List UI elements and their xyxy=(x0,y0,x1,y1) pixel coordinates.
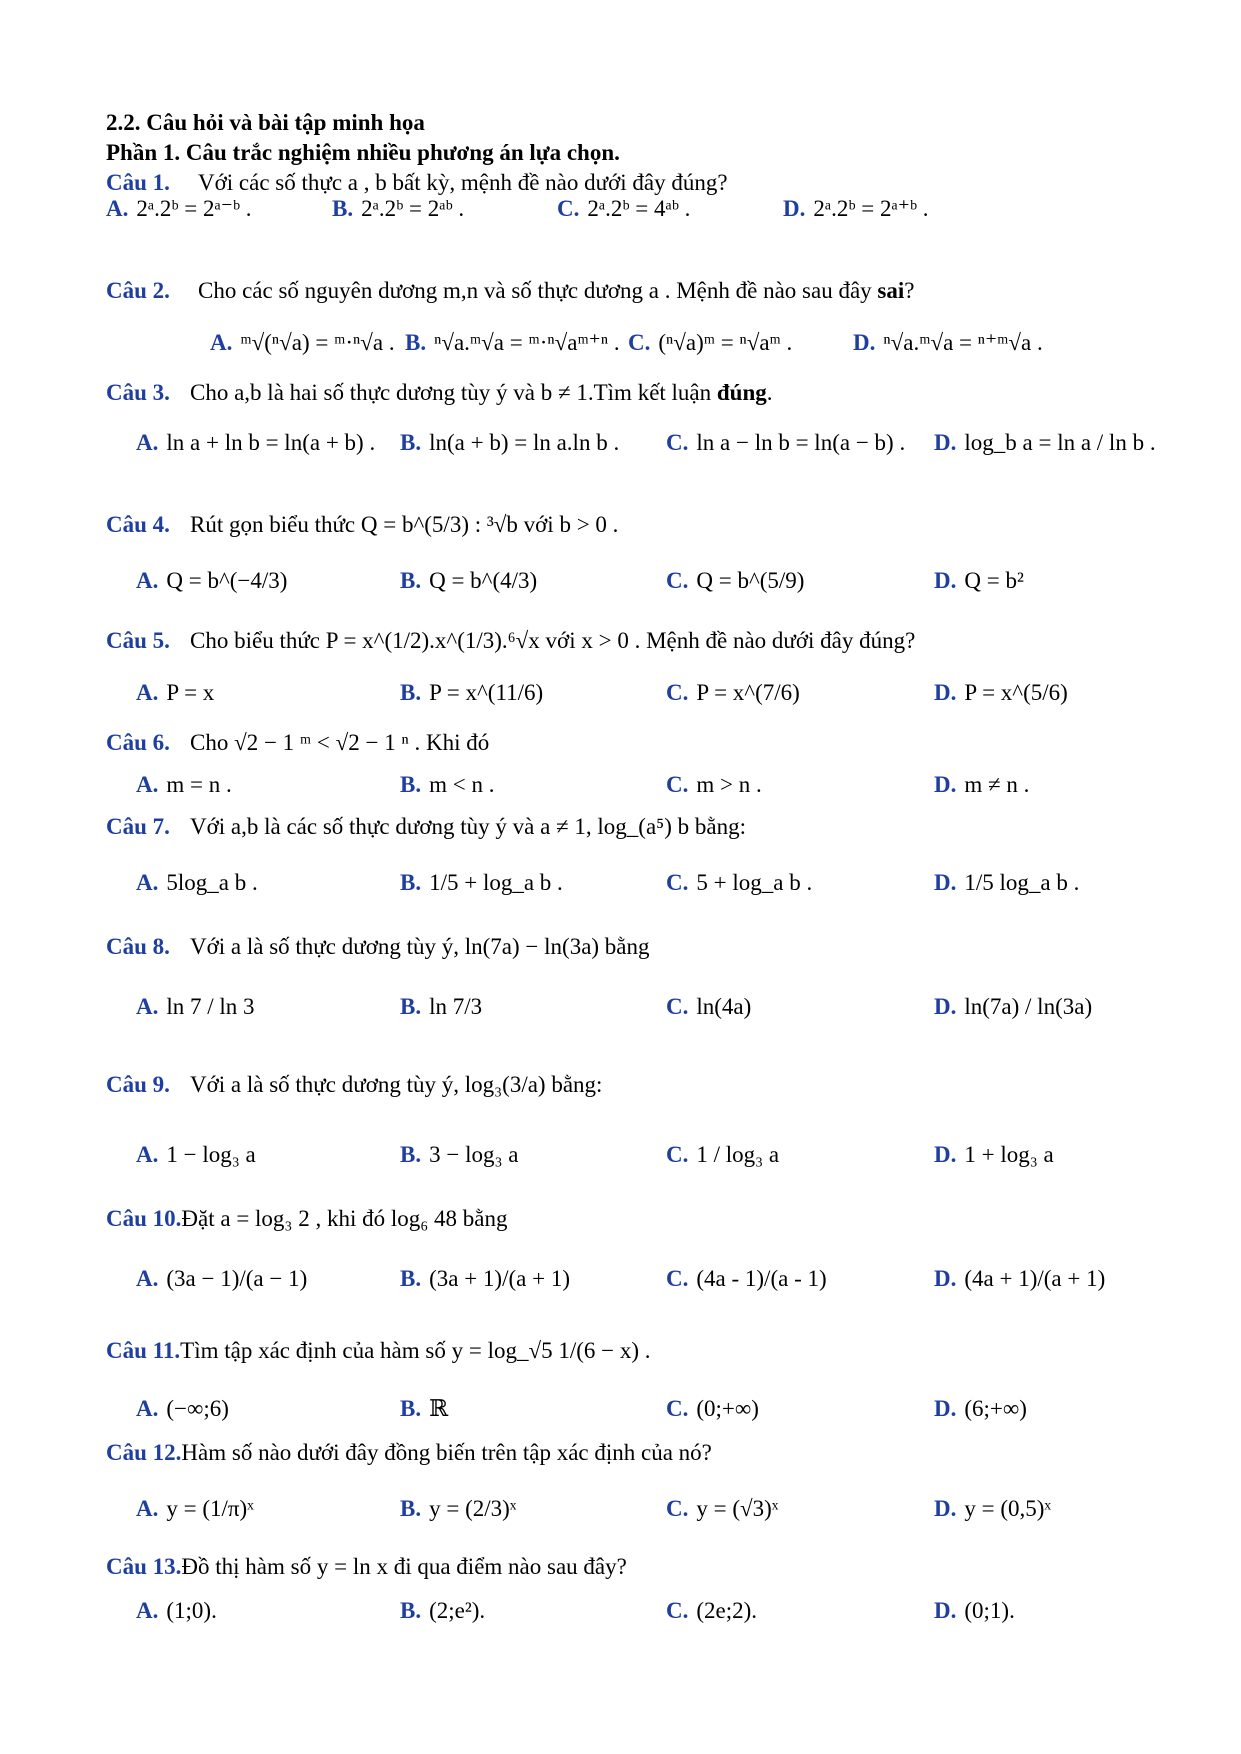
question-label: Câu 13. xyxy=(106,1554,182,1579)
question-10 xyxy=(106,1204,507,1234)
question-emphasis: sai xyxy=(877,278,905,303)
option-b: B. (3a + 1)/(a + 1) xyxy=(400,1266,570,1291)
question-label: Câu 1. xyxy=(106,170,170,195)
question-text: Cho √2 − 1 ᵐ < √2 − 1 ⁿ . Khi đó xyxy=(190,730,490,755)
question-3: Câu 3. Cho a,b là hai số thực dương tùy ý và b ≠ 1.Tìm kết luận đúng. xyxy=(106,378,773,408)
option-c: C. (2e;2). xyxy=(666,1598,758,1623)
option-a: A. m = n . xyxy=(136,772,232,797)
question-label: Câu 4. xyxy=(106,512,170,537)
option-b: B. 2ᵃ.2ᵇ = 2ᵃᵇ . xyxy=(332,196,465,221)
part-title: Phần 1. Câu trắc nghiệm nhiều phương án lựa chọn. xyxy=(106,140,620,165)
option-d: D. (6;+∞) xyxy=(934,1396,1027,1421)
option-a: A. 5log_a b . xyxy=(136,870,258,895)
question-2: Câu 2. Cho các số nguyên dương m,n và số thực dương a . Mệnh đề nào sau đây sai? xyxy=(106,276,914,306)
option-a: A. (1;0). xyxy=(136,1598,217,1623)
option-c: C. P = x^(7/6) xyxy=(666,680,800,705)
question-13 xyxy=(106,1552,627,1582)
option-b: B. ln 7/3 xyxy=(400,994,483,1019)
question-label: Câu 11. xyxy=(106,1338,181,1363)
option-d: D. 1 + log₃ a xyxy=(934,1142,1054,1167)
question-text: Đặt a = log₃ 2 , khi đó log₆ 48 bằng xyxy=(181,1206,508,1231)
option-a: A. ᵐ√(ⁿ√a) = ᵐ·ⁿ√a . xyxy=(210,330,395,355)
option-c: C. 5 + log_a b . xyxy=(666,870,813,895)
question-text: Rút gọn biểu thức Q = b^(5/3) : ³√b với b > 0 . xyxy=(190,512,619,537)
question-label: Câu 2. xyxy=(106,278,170,303)
option-b: B. ℝ xyxy=(400,1396,449,1421)
option-b: B. Q = b^(4/3) xyxy=(400,568,538,593)
options-row xyxy=(0,870,1241,930)
option-d: D. (4a + 1)/(a + 1) xyxy=(934,1266,1106,1291)
option-a: A. 2ᵃ.2ᵇ = 2ᵃ⁻ᵇ . xyxy=(106,196,252,221)
question-text: Tìm tập xác định của hàm số y = log_√5 1/(6 − x) . xyxy=(180,1338,651,1363)
option-d: D. (0;1). xyxy=(934,1598,1015,1623)
option-a: A. (3a − 1)/(a − 1) xyxy=(136,1266,308,1291)
question-text: Cho các số nguyên dương m,n và số thực dương a . Mệnh đề nào sau đây xyxy=(198,278,878,303)
question-label: Câu 3. xyxy=(106,380,170,405)
option-c: C. (4a - 1)/(a - 1) xyxy=(666,1266,827,1291)
option-c: C. ln a − ln b = ln(a − b) . xyxy=(666,430,906,455)
option-d: D. 1/5 log_a b . xyxy=(934,870,1080,895)
option-d: D. log_b a = ln a / ln b . xyxy=(934,430,1156,455)
question-12 xyxy=(106,1438,712,1468)
question-text: Đồ thị hàm số y = ln x đi qua điểm nào sau đây? xyxy=(181,1554,627,1579)
option-a: A. (−∞;6) xyxy=(136,1396,229,1421)
question-text: Với các số thực a , b bất kỳ, mệnh đề nào dưới đây đúng? xyxy=(198,170,728,195)
question-9 xyxy=(106,1070,602,1100)
question-text: Cho biểu thức P = x^(1/2).x^(1/3).⁶√x với x > 0 . Mệnh đề nào dưới đây đúng? xyxy=(190,628,916,653)
question-4 xyxy=(106,510,618,540)
question-label: Câu 12. xyxy=(106,1440,182,1465)
question-label: Câu 9. xyxy=(106,1072,170,1097)
options-row xyxy=(0,1496,1241,1556)
option-b: B. 3 − log₃ a xyxy=(400,1142,519,1167)
option-b: B. y = (2/3)ˣ xyxy=(400,1496,517,1521)
question-label: Câu 8. xyxy=(106,934,170,959)
option-a: A. ln 7 / ln 3 xyxy=(136,994,255,1019)
question-6 xyxy=(106,728,489,758)
option-c: C. (0;+∞) xyxy=(666,1396,759,1421)
question-text: Với a,b là các số thực dương tùy ý và a ≠ 1, log_(a⁵) b bằng: xyxy=(190,814,746,839)
question-label: Câu 6. xyxy=(106,730,170,755)
option-c: C. 1 / log₃ a xyxy=(666,1142,780,1167)
option-d: D. ln(7a) / ln(3a) xyxy=(934,994,1093,1019)
options-row xyxy=(0,1266,1241,1326)
question-7 xyxy=(106,812,746,842)
options-row xyxy=(0,568,1241,628)
question-label: Câu 10. xyxy=(106,1206,182,1231)
option-c: C. y = (√3)ˣ xyxy=(666,1496,779,1521)
option-d: D. Q = b² xyxy=(934,568,1024,593)
option-a: A. P = x xyxy=(136,680,215,705)
option-a: A. Q = b^(−4/3) xyxy=(136,568,288,593)
option-b: B. P = x^(11/6) xyxy=(400,680,544,705)
question-text: Với a là số thực dương tùy ý, ln(7a) − ln(3a) bằng xyxy=(190,934,650,959)
option-b: B. m < n . xyxy=(400,772,495,797)
option-d: D. m ≠ n . xyxy=(934,772,1030,797)
option-b: B. ⁿ√a.ᵐ√a = ᵐ·ⁿ√aᵐ⁺ⁿ . xyxy=(405,330,620,355)
question-emphasis: đúng xyxy=(716,380,767,405)
option-b: B. (2;e²). xyxy=(400,1598,486,1623)
options-row xyxy=(0,1598,1241,1658)
option-d: D. P = x^(5/6) xyxy=(934,680,1068,705)
option-a: A. 1 − log₃ a xyxy=(136,1142,256,1167)
options-row xyxy=(0,430,1241,490)
options-row xyxy=(0,1142,1241,1202)
option-b: B. 1/5 + log_a b . xyxy=(400,870,563,895)
question-text: Cho a,b là hai số thực dương tùy ý và b ≠ 1.Tìm kết luận xyxy=(190,380,717,405)
option-c: C. ln(4a) xyxy=(666,994,752,1019)
question-8 xyxy=(106,932,650,962)
option-d: D. ⁿ√a.ᵐ√a = ⁿ⁺ᵐ√a . xyxy=(853,330,1043,355)
option-c: C. (ⁿ√a)ᵐ = ⁿ√aᵐ . xyxy=(628,330,793,355)
question-11 xyxy=(106,1336,651,1366)
option-a: A. ln a + ln b = ln(a + b) . xyxy=(136,430,376,455)
options-row xyxy=(0,196,1241,256)
question-text: Với a là số thực dương tùy ý, log₃(3/a) bằng: xyxy=(190,1072,603,1097)
option-c: C. m > n . xyxy=(666,772,762,797)
option-c: C. Q = b^(5/9) xyxy=(666,568,805,593)
option-d: D. 2ᵃ.2ᵇ = 2ᵃ⁺ᵇ . xyxy=(783,196,929,221)
question-5 xyxy=(106,626,915,656)
option-d: D. y = (0,5)ˣ xyxy=(934,1496,1052,1521)
options-row xyxy=(0,994,1241,1054)
option-c: C. 2ᵃ.2ᵇ = 4ᵃᵇ . xyxy=(557,196,691,221)
option-a: A. y = (1/π)ˣ xyxy=(136,1496,254,1521)
question-text: Hàm số nào dưới đây đồng biến trên tập xác định của nó? xyxy=(181,1440,712,1465)
question-label: Câu 7. xyxy=(106,814,170,839)
option-b: B. ln(a + b) = ln a.ln b . xyxy=(400,430,620,455)
question-label: Câu 5. xyxy=(106,628,170,653)
question-1 xyxy=(106,168,728,198)
section-title: 2.2. Câu hỏi và bài tập minh họa xyxy=(106,110,425,135)
